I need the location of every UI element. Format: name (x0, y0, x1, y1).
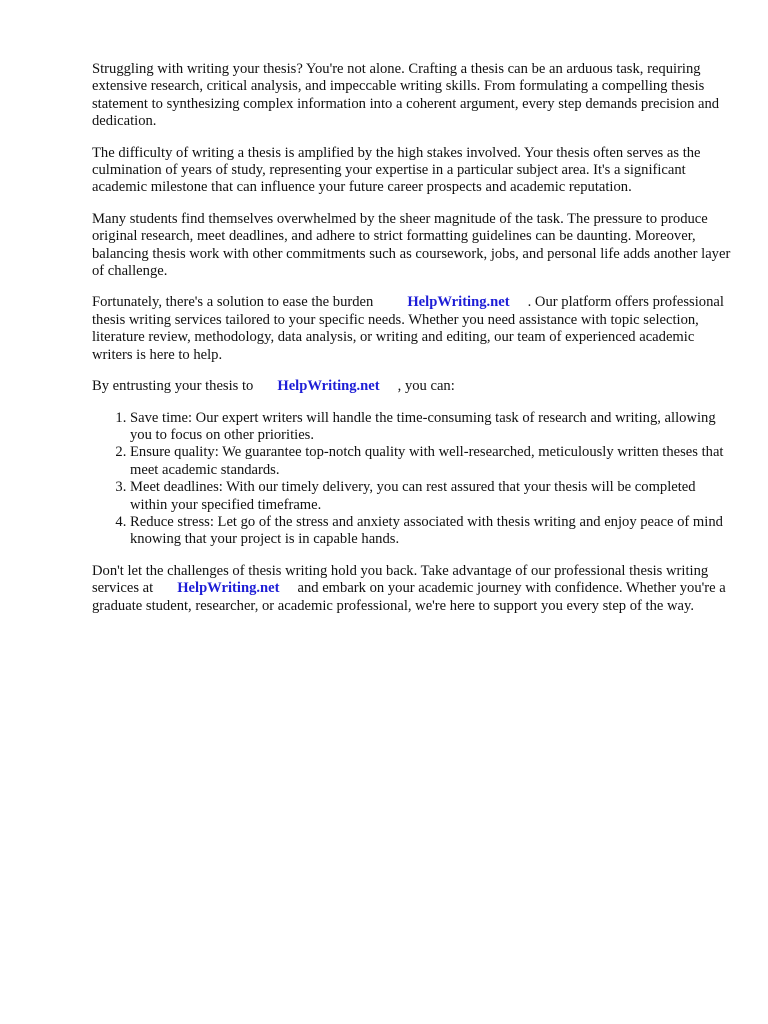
closing-text-after: and embark on your academic journey with confidence. Whether you're a graduate student, researcher, or academic professional, we're here to support you every step of the way. (92, 580, 726, 614)
helpwriting-link-1[interactable]: HelpWriting.net (407, 294, 510, 311)
helpwriting-link-2[interactable]: HelpWriting.net (277, 378, 380, 395)
solution-paragraph (92, 294, 732, 364)
difficulty-paragraph: The difficulty of writing a thesis is amplified by the high stakes involved. Your thesis often serves as the culmination of years of study, representing your expertise in a particular subject area. It's a significant academic milestone that can influence your future career prospects and academic reputation. (92, 144, 701, 196)
helpwriting-link-3[interactable]: HelpWriting.net (177, 580, 280, 597)
solution-text-after: . Our platform offers professional thesis writing services tailored to your specific needs. Whether you need assistance with topic selection, literature review, methodology, data analysis, or writing and editing, our team of experienced academic writers is here to help. (92, 294, 724, 363)
list-item: 3. Meet deadlines: With our timely delivery, you can rest assured that your thesis will be completed within your specified timeframe. (130, 479, 732, 514)
list-item: 4. Reduce stress: Let go of the stress and anxiety associated with thesis writing and enjoy peace of mind knowing that your project is in capable hands. (130, 514, 732, 549)
solution-text-before: Fortunately, there's a solution to ease the burden (92, 294, 374, 311)
list-item: 1. Save time: Our expert writers will handle the time-consuming task of research and writing, allowing you to focus on other priorities. (130, 410, 732, 445)
document-page (92, 61, 732, 629)
entrust-text-before: By entrusting your thesis to (92, 378, 254, 395)
list-item: 2. Ensure quality: We guarantee top-notch quality with well-researched, meticulously written theses that meet academic standards. (130, 444, 732, 479)
closing-text-before: Don't let the challenges of thesis writing hold you back. Take advantage of our professional thesis writing services at (92, 562, 709, 597)
intro-paragraph: Struggling with writing your thesis? You're not alone. Crafting a thesis can be an arduous task, requiring extensive research, critical analysis, and impeccable writing skills. From formulating a compelling thesis statement to synthesizing complex information into a coherent argument, every step demands precision and dedication. (92, 61, 720, 130)
benefits-list (92, 410, 732, 549)
entrust-text-after: , you can: (397, 378, 455, 395)
pressure-paragraph: Many students find themselves overwhelmed by the sheer magnitude of the task. The pressure to produce original research, meet deadlines, and adhere to strict formatting guidelines can be daunting. Moreover, balancing thesis work with other commitments such as coursework, jobs, and personal life adds another layer of challenge. (92, 210, 731, 280)
entrust-paragraph (92, 378, 732, 395)
closing-paragraph (92, 563, 732, 615)
